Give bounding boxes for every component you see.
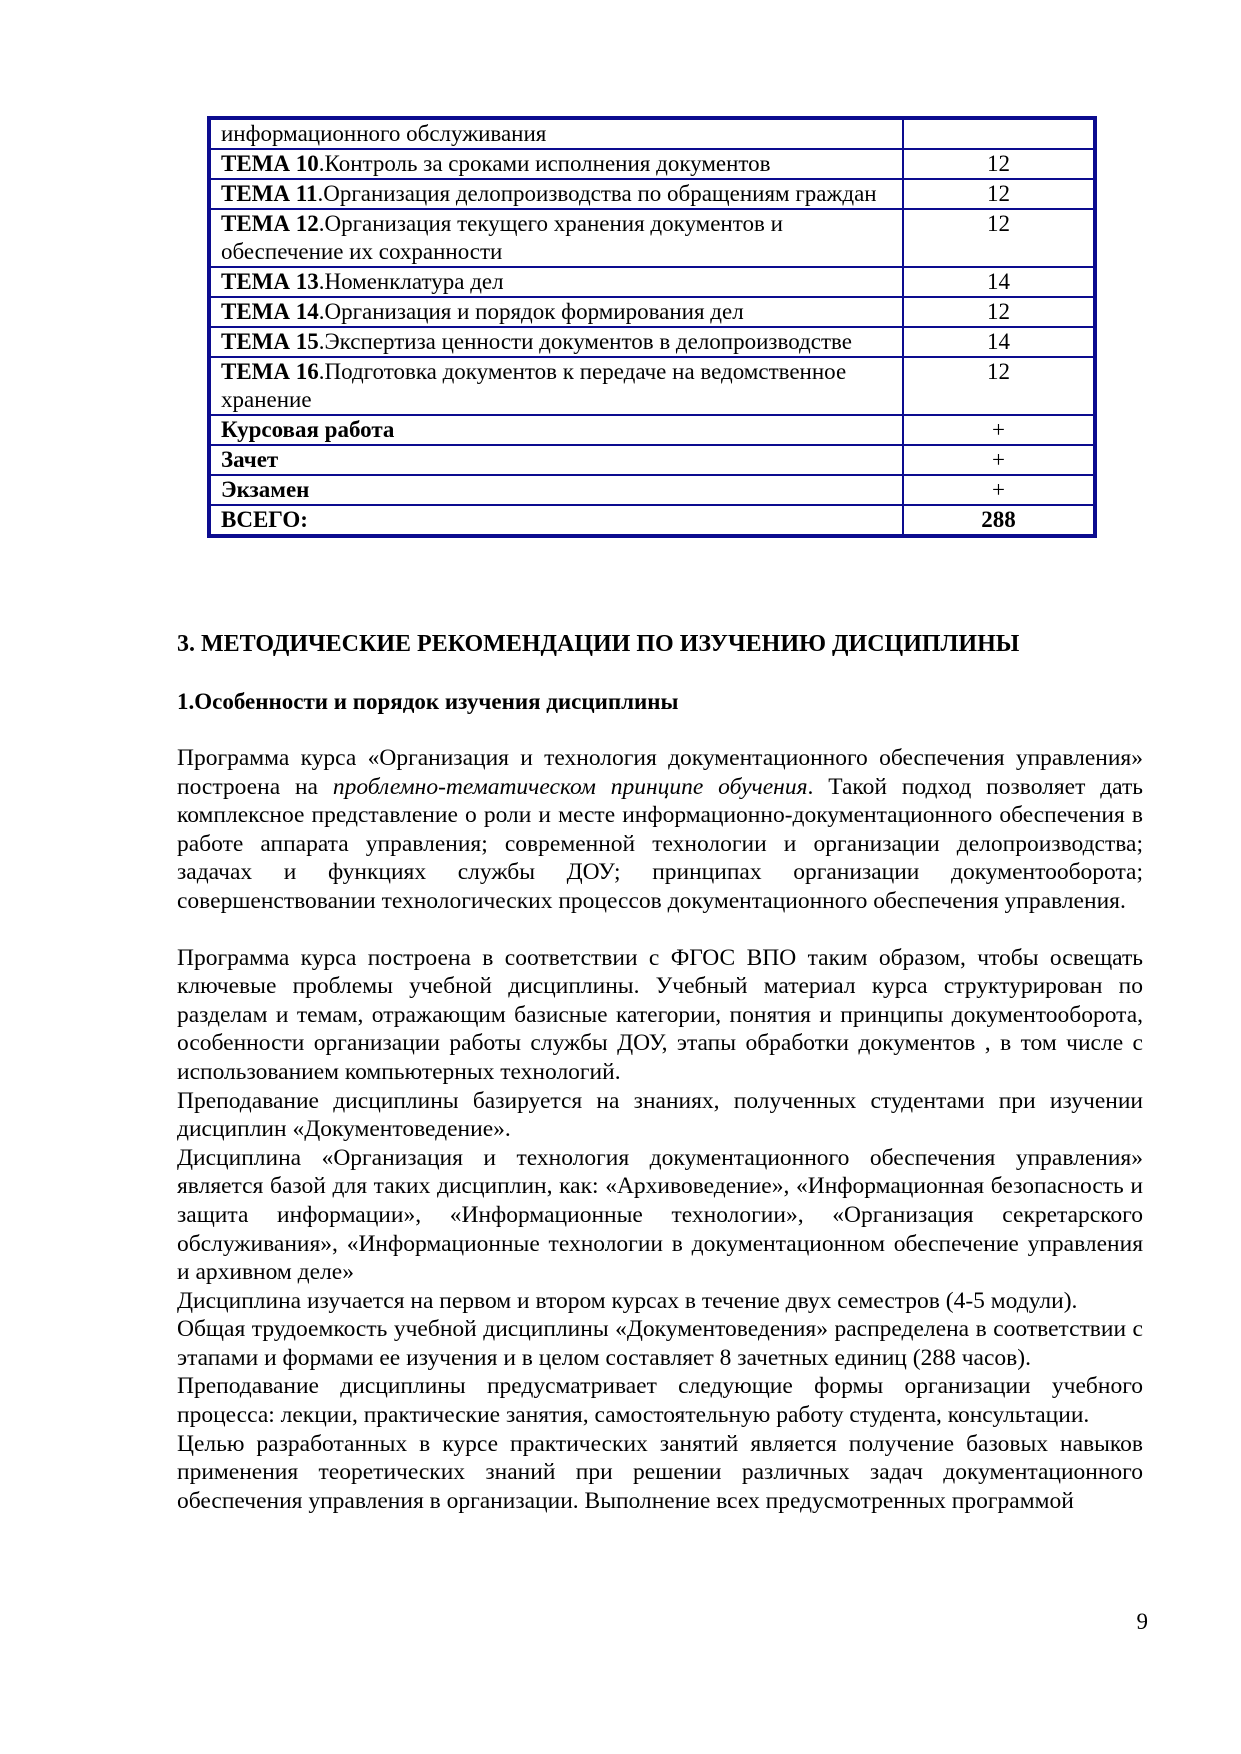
topic-cell [209, 357, 903, 415]
body-text [177, 744, 1143, 1515]
hours-cell: + [903, 415, 1095, 445]
topic-title: .Организация и порядок формирования дел [318, 299, 744, 324]
topic-cell [209, 267, 903, 297]
topic-title: .Организация текущего хранения документов и обеспечение их сохранности [221, 211, 783, 264]
table-row [209, 327, 1095, 357]
table-row [209, 267, 1095, 297]
hours-cell: 14 [903, 267, 1095, 297]
hours-cell: 14 [903, 327, 1095, 357]
topic-cell [209, 179, 903, 209]
section-heading: 3. МЕТОДИЧЕСКИЕ РЕКОМЕНДАЦИИ ПО ИЗУЧЕНИЮ ДИСЦИПЛИНЫ [177, 631, 1020, 657]
exam-cell: Экзамен [209, 475, 903, 505]
paragraph-text: . Такой подход позволяет дать комплексное представление о роли и месте информационно-документационного обеспечения в работе аппарата управления; современной технологии и организации делопроизводства; задачах и функциях службы ДОУ; принципах организации документооборота; совершенствовании технологических процессов документационного обеспечения управления. [177, 773, 1143, 914]
topic-title: .Номенклатура дел [318, 269, 504, 294]
total-cell: ВСЕГО: [209, 505, 903, 536]
table-body [209, 118, 1095, 536]
topic-label: ТЕМА 15 [221, 329, 319, 354]
topic-label: ТЕМА 13 [221, 269, 319, 294]
hours-cell [903, 118, 1095, 149]
sub-heading: 1.Особенности и порядок изучения дисциплины [177, 689, 679, 714]
topic-label: ТЕМА 10 [221, 151, 319, 176]
table-row [209, 475, 1095, 505]
paragraph [177, 744, 1143, 916]
hours-cell: 12 [903, 357, 1095, 415]
topic-cell [209, 327, 903, 357]
topic-label: ТЕМА 14 [221, 299, 319, 324]
topic-cell [209, 209, 903, 267]
table-row [209, 297, 1095, 327]
paragraph: Общая трудоемкость учебной дисциплины «Документоведения» распределена в соответствии с этапами и формами ее изучения и в целом составляет 8 зачетных единиц (288 часов). [177, 1316, 1143, 1371]
topics-hours-table [207, 116, 1097, 538]
paragraph: Программа курса построена в соответствии с ФГОС ВПО таким образом, чтобы освещать ключевые проблемы учебной дисциплины. Учебный материал курса структурирован по разделам и темам, отражающим базисные категории, понятия и принципы документооборота, особенности организации работы службы ДОУ, этапы обработки документов , в том числе с использованием компьютерных технологий. [177, 944, 1143, 1085]
table-row [209, 118, 1095, 149]
hours-cell: 12 [903, 149, 1095, 179]
hours-cell: 12 [903, 209, 1095, 267]
credit-cell: Зачет [209, 445, 903, 475]
topic-title: .Контроль за сроками исполнения документов [318, 151, 771, 176]
hours-cell: 12 [903, 179, 1095, 209]
topic-title: .Подготовка документов к передаче на ведомственное хранение [221, 359, 847, 412]
topic-title: информационного обслуживания [221, 121, 547, 146]
hours-cell: + [903, 445, 1095, 475]
paragraph: Дисциплина изучается на первом и втором курсах в течение двух семестров (4-5 модули). [177, 1287, 1078, 1314]
page-number: 9 [1136, 1609, 1148, 1634]
emphasis-text: проблемно-тематическом принципе обучения [332, 773, 808, 800]
topic-cell [209, 149, 903, 179]
total-hours-cell: 288 [903, 505, 1095, 536]
table-row [209, 179, 1095, 209]
table-row [209, 357, 1095, 415]
paragraph-text: Программа курса «Организация и технология документационного обеспечения управления» построена на [177, 745, 1143, 800]
topic-title: .Экспертиза ценности документов в делопроизводстве [318, 329, 852, 354]
table-row [209, 149, 1095, 179]
paragraph: Целью разработанных в курсе практических занятий является получение базовых навыков применения теоретических знаний при решении различных задач документационного обеспечения управления в организации. Выполнение всех предусмотренных программой [177, 1430, 1143, 1514]
topic-cell [209, 297, 903, 327]
table-row [209, 415, 1095, 445]
table-row [209, 209, 1095, 267]
paragraph: Преподавание дисциплины предусматривает следующие формы организации учебного процесса: лекции, практические занятия, самостоятельную работу студента, консультации. [177, 1373, 1143, 1429]
topic-label: ТЕМА 16 [221, 359, 319, 384]
topic-cell [209, 118, 903, 149]
topic-label: ТЕМА 11 [221, 181, 318, 206]
hours-cell: + [903, 475, 1095, 505]
paragraph: Преподавание дисциплины базируется на знаниях, полученных студентами при изучении дисциплин «Документоведение». [177, 1087, 1143, 1143]
table-row [209, 505, 1095, 536]
topic-title: .Организация делопроизводства по обращениям граждан [317, 181, 877, 206]
topic-label: ТЕМА 12 [221, 211, 319, 236]
hours-cell: 12 [903, 297, 1095, 327]
coursework-cell: Курсовая работа [209, 415, 903, 445]
paragraph: Дисциплина «Организация и технология документационного обеспечения управления» является базой для таких дисциплин, как: «Архивоведение», «Информационная безопасность и защита информации», «Информационные технологии», «Организация секретарского обслуживания», «Информационные технологии в документационном обеспечение управления и архивном деле» [177, 1144, 1143, 1286]
table-row [209, 445, 1095, 475]
